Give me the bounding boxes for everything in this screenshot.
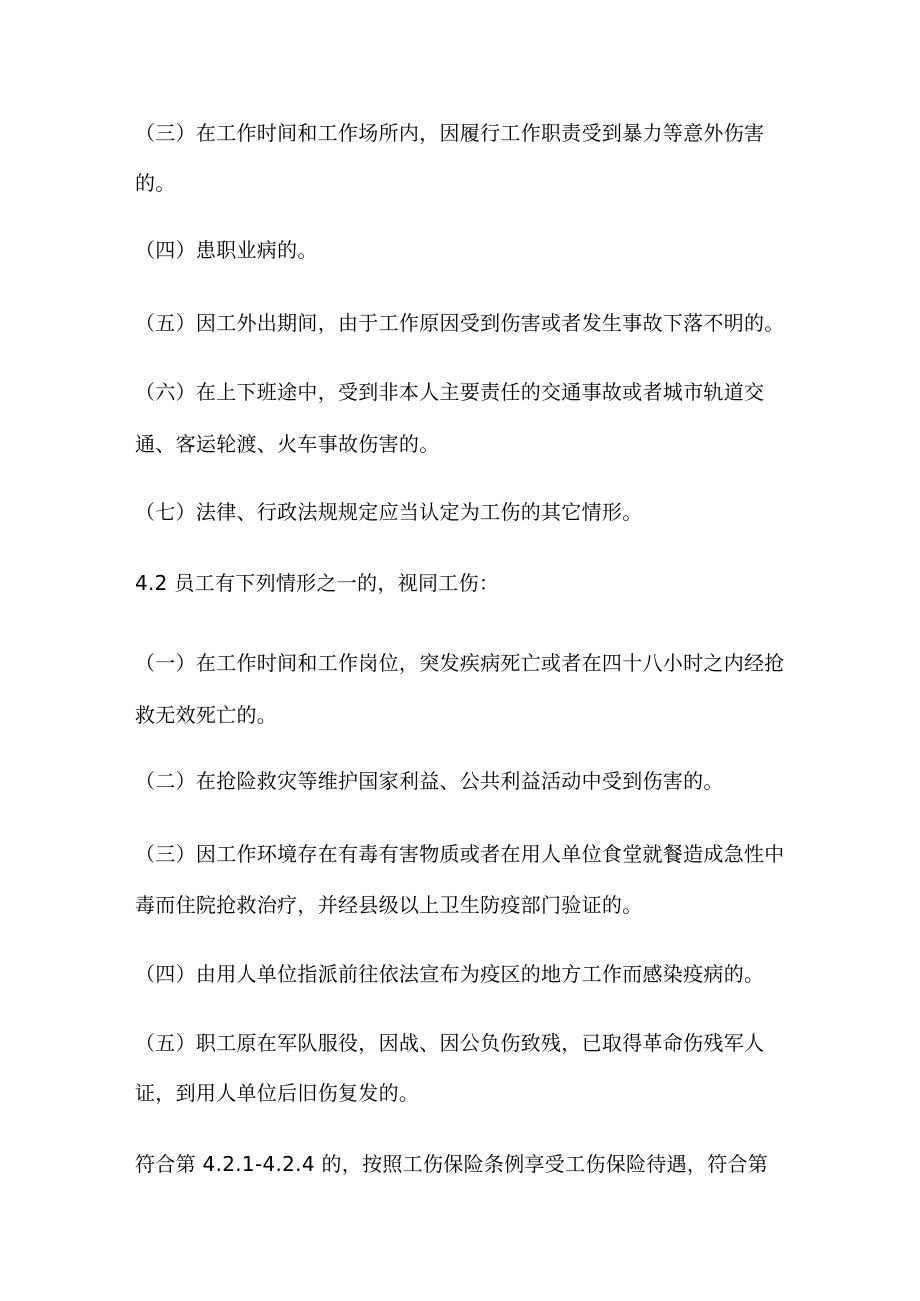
text-line: 毒而住院抢救治疗，并经县级以上卫生防疫部门验证的。 <box>135 893 643 917</box>
text-line: （四）由用人单位指派前往依法宣布为疫区的地方工作而感染疫病的。 <box>135 962 765 986</box>
text-line: （五）因工外出期间，由于工作原因受到伤害或者发生事故下落不明的。 <box>135 311 785 335</box>
text-line: 符合第 4.2.1-4.2.4 的，按照工伤保险条例享受工伤保险待遇，符合第 <box>135 1152 769 1176</box>
text-line: （五）职工原在军队服役，因战、因公负伤致残，已取得革命伤残军人 <box>135 1031 765 1055</box>
text-line: （六）在上下班途中，受到非本人主要责任的交通事故或者城市轨道交 <box>135 380 765 404</box>
text-line: （七）法律、行政法规规定应当认定为工伤的其它情形。 <box>135 500 643 524</box>
text-line: （四）患职业病的。 <box>135 238 318 262</box>
text-line: （二）在抢险救灾等维护国家利益、公共利益活动中受到伤害的。 <box>135 769 724 793</box>
text-line: 证，到用人单位后旧伤复发的。 <box>135 1081 420 1105</box>
text-line: （三）在工作时间和工作场所内，因履行工作职责受到暴力等意外伤害 <box>135 121 765 145</box>
text-line: （三）因工作环境存在有毒有害物质或者在用人单位食堂就餐造成急性中 <box>135 842 785 866</box>
text-line: 的。 <box>135 171 176 195</box>
text-line: 救无效死亡的。 <box>135 703 278 727</box>
text-line: （一）在工作时间和工作岗位，突发疾病死亡或者在四十八小时之内经抢 <box>135 651 785 675</box>
section-heading: 4.2 员工有下列情形之一的，视同工伤： <box>135 571 500 595</box>
text-line: 通、客运轮渡、火车事故伤害的。 <box>135 432 440 456</box>
